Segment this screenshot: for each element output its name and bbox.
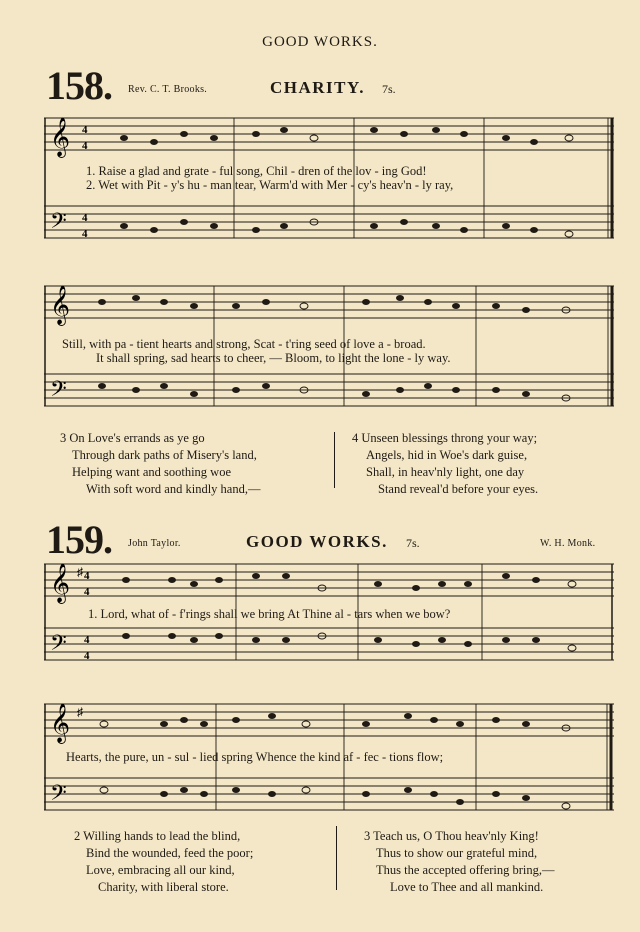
- hymn-number: 158.: [46, 63, 112, 108]
- verse-4: [352, 430, 538, 498]
- lyric-line: Hearts, the pure, un - sul - lied spring Whence the kind af - fec - tions flow;: [66, 750, 444, 764]
- hymn-meter: 7s.: [406, 536, 420, 550]
- verse-line: 3 Teach us, O Thou heav'nly King!: [364, 829, 539, 843]
- verse-3: [364, 828, 555, 896]
- verse-line: With soft word and kindly hand,—: [86, 482, 261, 496]
- tune-name: GOOD WORKS.: [246, 532, 388, 551]
- page-header: GOOD WORKS.: [262, 34, 378, 50]
- hymn-author: John Taylor.: [128, 538, 181, 549]
- verse-line: 4 Unseen blessings throng your way;: [352, 431, 538, 445]
- verse-divider: [334, 432, 335, 488]
- lyric-line: 1. Lord, what of - f'rings shall we bring At Thine al - tars when we bow?: [88, 607, 451, 621]
- lyric-line: Still, with pa - tient hearts and strong, Scat - t'ring seed of love a - broad.: [62, 337, 426, 351]
- verse-line: Thus the accepted offering bring,—: [376, 863, 555, 877]
- svg-text:4: 4: [82, 140, 88, 152]
- tune-name: CHARITY.: [270, 78, 365, 97]
- svg-text:𝄢: 𝄢: [50, 631, 67, 661]
- verse-line: Love to Thee and all mankind.: [390, 880, 544, 894]
- lyric-line: 1. Raise a glad and grate - ful song, Chil - dren of the lov - ing God!: [86, 164, 427, 178]
- svg-text:𝄞: 𝄞: [50, 117, 71, 157]
- verse-line: 2 Willing hands to lead the blind,: [74, 829, 241, 843]
- verse-line: Stand reveal'd before your eyes.: [378, 482, 539, 496]
- hymn-meter: 7s.: [382, 82, 396, 96]
- verse-line: 3 On Love's errands as ye go: [60, 431, 205, 445]
- lyric-line: It shall spring, sad hearts to cheer, — Bloom, to light the lone - ly way.: [96, 351, 451, 365]
- svg-text:𝄢: 𝄢: [50, 781, 67, 811]
- lyric-line: 2. Wet with Pit - y's hu - man tear, Warm'd with Mer - cy's heav'n - ly ray,: [86, 178, 454, 192]
- svg-text:4: 4: [84, 570, 90, 582]
- verse-line: Charity, with liberal store.: [98, 880, 229, 894]
- verse-line: Shall, in heav'nly light, one day: [366, 465, 525, 479]
- hymn-number: 159.: [46, 517, 112, 562]
- svg-text:4: 4: [84, 634, 90, 646]
- svg-text:𝄞: 𝄞: [50, 563, 71, 603]
- verse-line: Helping want and soothing woe: [72, 465, 232, 479]
- svg-text:4: 4: [84, 650, 90, 662]
- svg-text:𝄢: 𝄢: [50, 377, 67, 407]
- svg-text:♯: ♯: [77, 705, 83, 719]
- svg-text:𝄢: 𝄢: [50, 209, 67, 239]
- verse-3: [60, 430, 260, 498]
- verse-line: Angels, hid in Woe's dark guise,: [366, 448, 528, 462]
- verse-divider: [336, 826, 337, 890]
- hymn-author: Rev. C. T. Brooks.: [128, 84, 208, 95]
- svg-text:𝄞: 𝄞: [50, 285, 71, 325]
- svg-text:♯: ♯: [77, 565, 83, 579]
- svg-text:4: 4: [82, 228, 88, 240]
- svg-text:𝄞: 𝄞: [50, 703, 71, 743]
- svg-text:4: 4: [82, 212, 88, 224]
- verse-line: Love, embracing all our kind,: [86, 863, 235, 877]
- svg-text:4: 4: [82, 124, 88, 136]
- verse-line: Thus to show our grateful mind,: [376, 846, 538, 860]
- verse-line: Bind the wounded, feed the poor;: [86, 846, 254, 860]
- hymn-composer: W. H. Monk.: [540, 538, 596, 549]
- verse-2: [74, 828, 253, 896]
- verse-line: Through dark paths of Misery's land,: [72, 448, 257, 462]
- svg-text:4: 4: [84, 586, 90, 598]
